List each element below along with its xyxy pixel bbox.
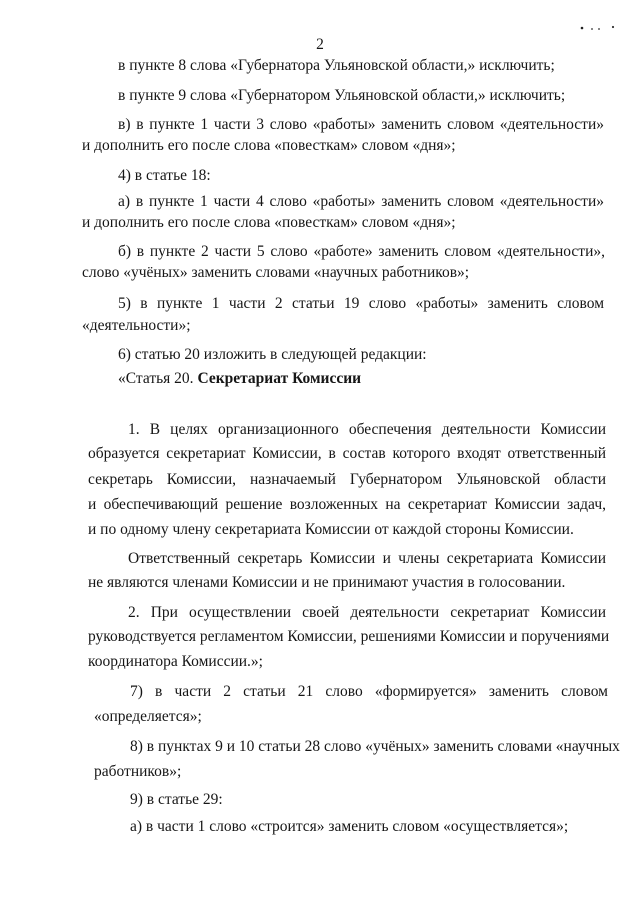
scan-specks — [578, 22, 618, 34]
text-line: «деятельности»; — [82, 317, 191, 334]
text-line: и по одному члену секретариата Комиссии от каждой стороны Комиссии. — [88, 521, 574, 538]
text-line: Ответственный секретарь Комиссии и члены секретариата Комиссии — [128, 550, 606, 567]
text-line: 8) в пунктах 9 и 10 статьи 28 слово «учёных» заменить словами «научных — [130, 738, 620, 755]
text-line: б) в пункте 2 части 5 слово «работе» заменить словом «деятельности», — [118, 243, 605, 260]
text-line: 1. В целях организационного обеспечения деятельности Комиссии — [128, 421, 606, 438]
text-line: 9) в статье 29: — [130, 791, 223, 808]
text-line: и дополнить его после слова «повесткам» словом «дня»; — [82, 137, 456, 154]
text-line: 2. При осуществлении своей деятельности секретариат Комиссии — [128, 604, 606, 621]
page-number: 2 — [316, 36, 324, 53]
article-heading — [118, 370, 361, 388]
text-line: 6) статью 20 изложить в следующей редакции: — [118, 346, 427, 363]
article-heading-prefix: «Статья 20. — [118, 370, 198, 387]
text-line: и обеспечивающий решение возложенных на секретариат Комиссии задач, — [88, 496, 606, 513]
article-heading-title: Секретариат Комиссии — [197, 370, 362, 387]
text-line: 7) в части 2 статьи 21 слово «формируется» заменить словом — [130, 683, 608, 700]
text-line: и дополнить его после слова «повесткам» словом «дня»; — [82, 214, 456, 231]
text-line: «определяется»; — [94, 708, 202, 725]
text-line: 5) в пункте 1 части 2 статьи 19 слово «работы» заменить словом — [118, 295, 604, 312]
text-line: работников»; — [94, 763, 182, 780]
text-line: а) в пункте 1 части 4 слово «работы» заменить словом «деятельности» — [118, 193, 604, 210]
text-line: секретарь Комиссии, назначаемый Губернатором Ульяновской области — [88, 471, 606, 488]
text-line: в) в пункте 1 части 3 слово «работы» заменить словом «деятельности» — [118, 116, 604, 133]
text-line: а) в части 1 слово «строится» заменить словом «осуществляется»; — [130, 818, 569, 835]
text-line: в пункте 8 слова «Губернатора Ульяновской области,» исключить; — [118, 57, 555, 74]
text-line: слово «учёных» заменить словами «научных работников»; — [82, 264, 470, 281]
text-line: не являются членами Комиссии и не принимают участия в голосовании. — [88, 574, 566, 591]
text-line: образуется секретариат Комиссии, в состав которого входят ответственный — [88, 445, 606, 462]
text-line: 4) в статье 18: — [118, 167, 211, 184]
text-line: руководствуется регламентом Комиссии, решениями Комиссии и поручениями — [88, 628, 610, 645]
text-line: координатора Комиссии.»; — [88, 653, 263, 670]
text-line: в пункте 9 слова «Губернатором Ульяновской области,» исключить; — [118, 87, 566, 104]
